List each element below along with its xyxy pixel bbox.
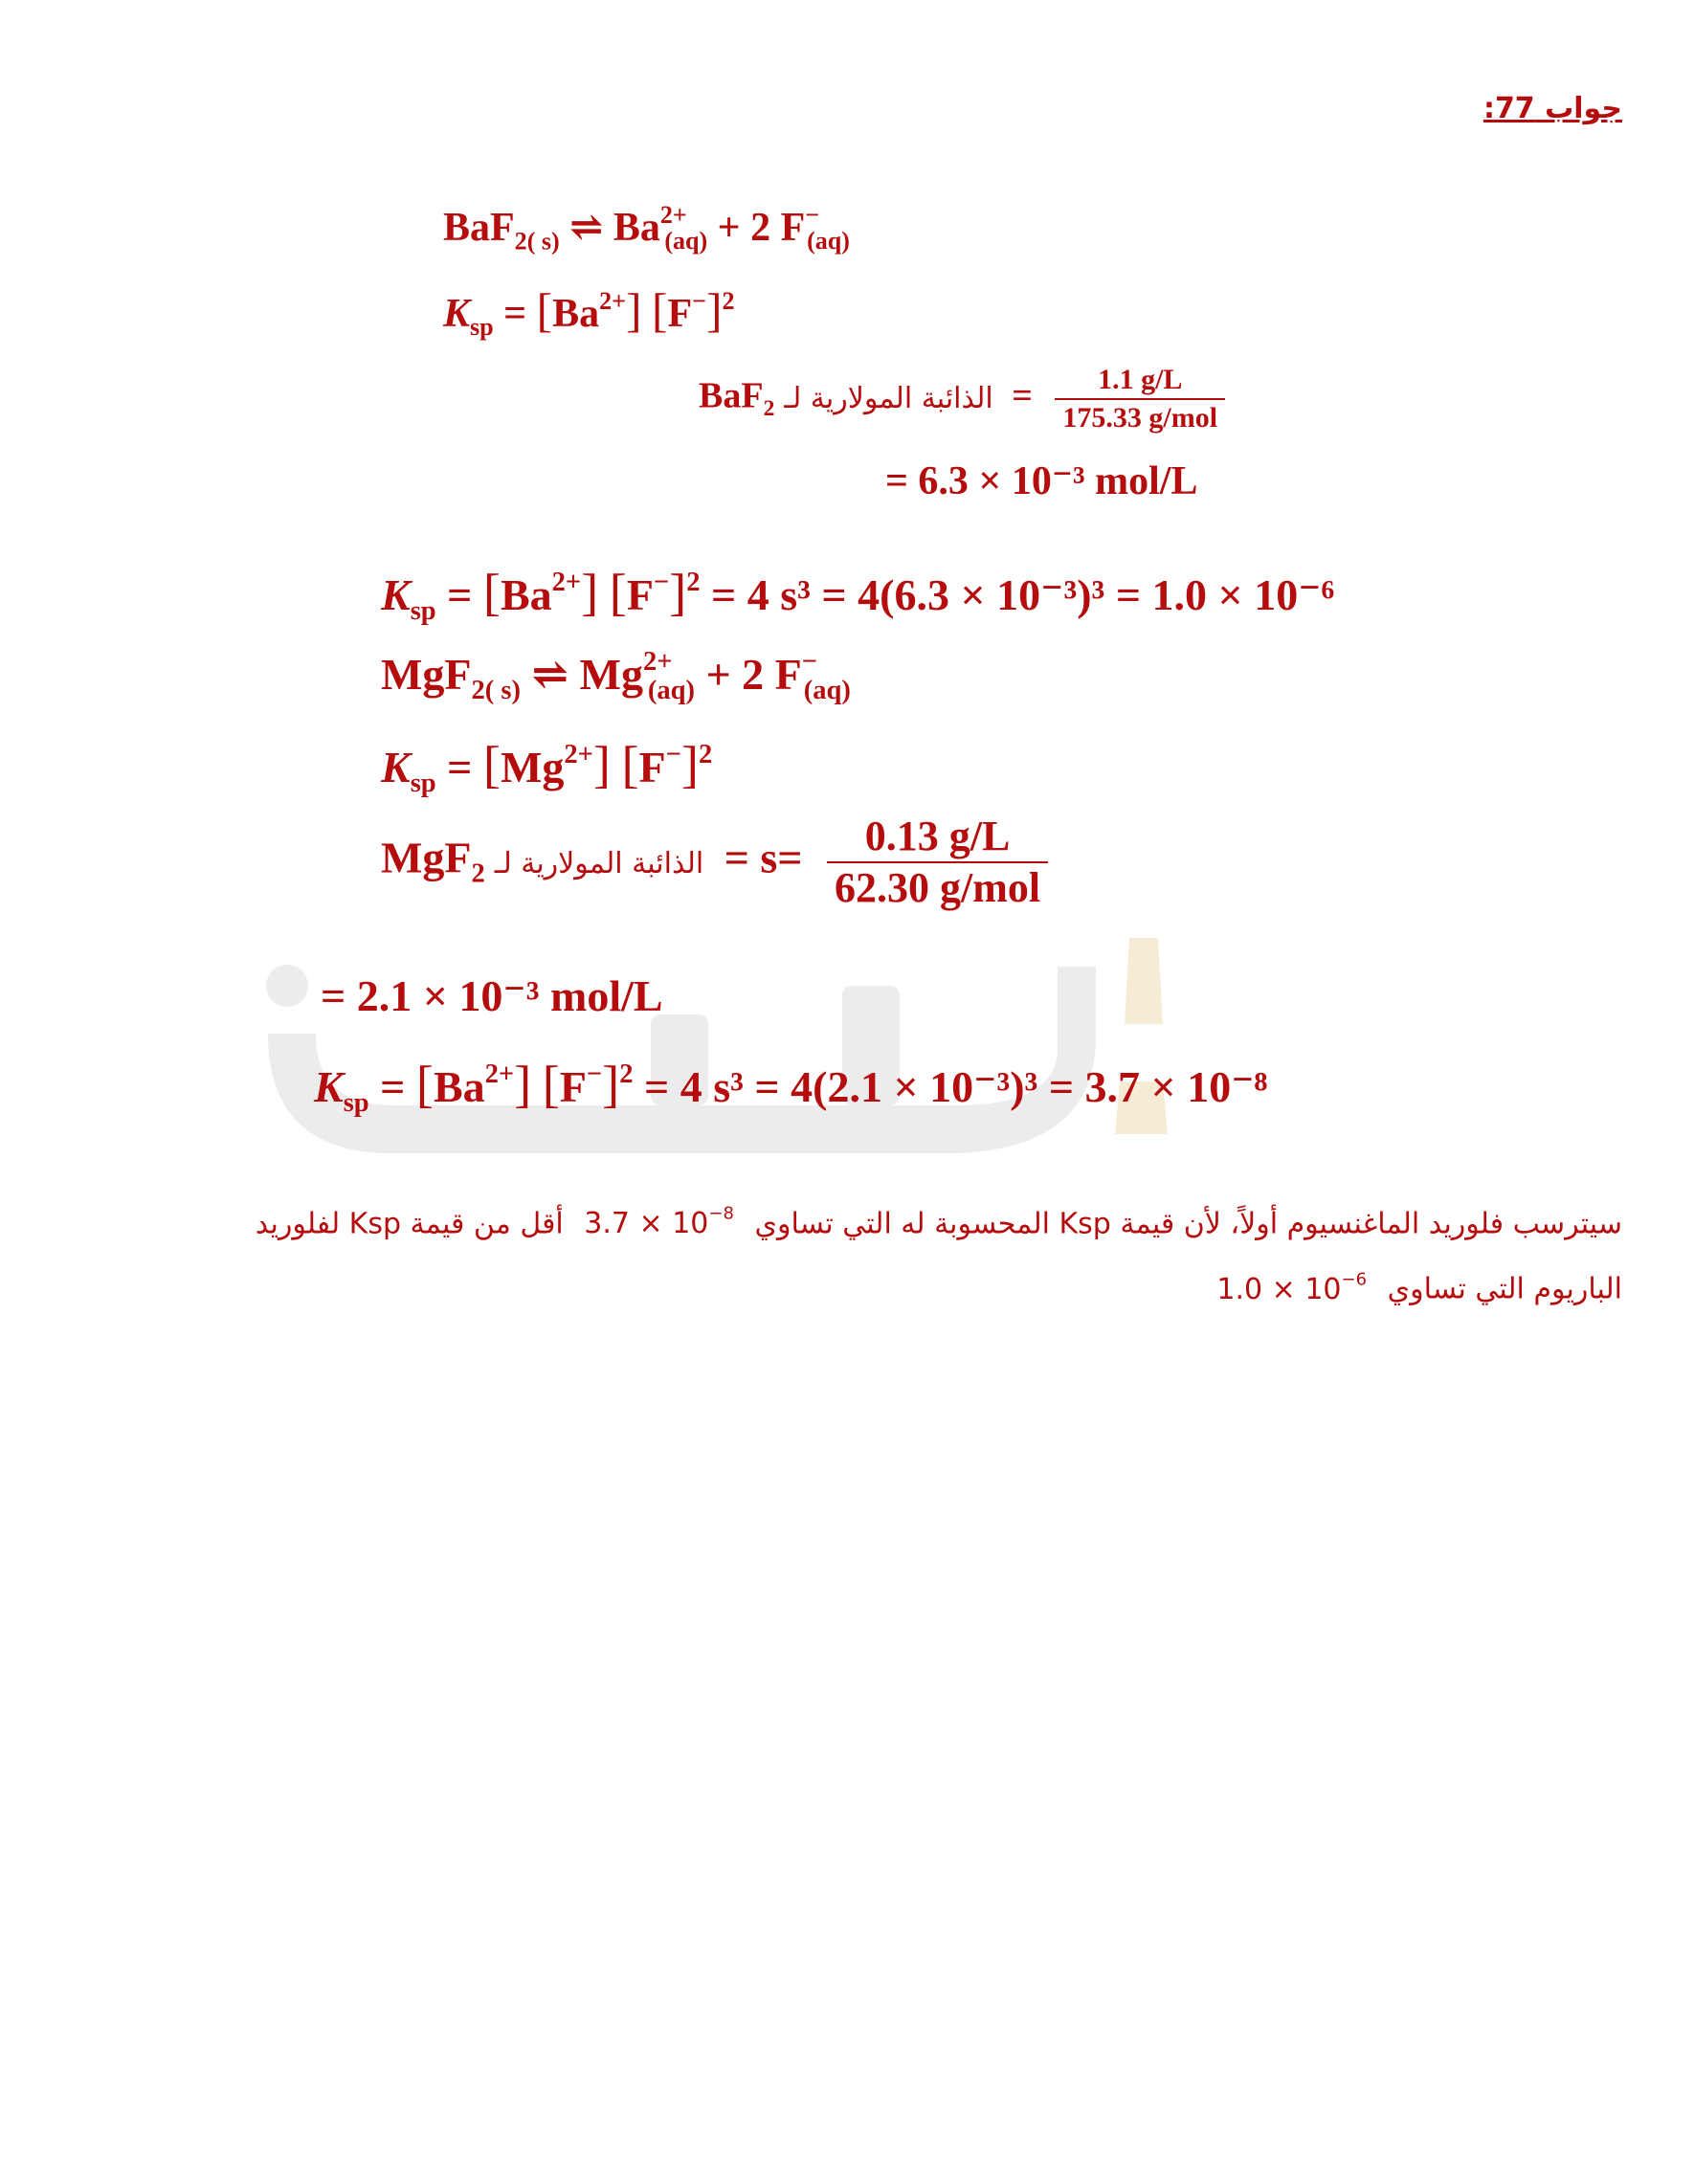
- mgf2-solubility-result: = 2.1 × 10⁻³ mol/L: [321, 971, 663, 1020]
- conclusion-line1: سيترسب فلوريد الماغنسيوم أولاً، لأن قيمة Ksp المحسوبة له التي تساوي: [754, 1207, 1622, 1241]
- mg-solubility-label: الذائبة المولارية لـ: [494, 846, 704, 880]
- mgf2-molar-solubility: MgF$_2$ الذائبة المولارية لـ = s= $\frac{0.13 g/L}{\text{62.30 g/mol}}$: [381, 815, 1048, 909]
- baf2-molar-solubility: BaF$_2$ الذائبة المولارية لـ = $\frac{1.1 g/L}{\text{175.33 g/mol}}$: [699, 366, 1225, 433]
- ksp-baf2-value: = 4 s³ = 4(6.3 × 10⁻³)³ = 1.0 × 10⁻⁶: [711, 570, 1335, 619]
- baf2-solubility-result: = 6.3 × 10⁻³ mol/L: [885, 459, 1198, 503]
- ba-solubility-numerator: 1.1 g/L: [1055, 366, 1225, 400]
- conclusion-line2: الباريوم التي تساوي: [1387, 1272, 1622, 1306]
- ba-ksp-value: $1.0 \times 10^{-6}$: [1216, 1269, 1368, 1306]
- ksp-mgf2-expression: $K_{sp} = [Mg^{2+}]$ $[F^-]^2$: [381, 736, 713, 798]
- ksp-mgf2-calculation: $K_{sp} = [Ba^{2+}] [F^-]^2 = 4$ s³ = 4(2.1 × 10⁻³)³ = 3.7 × 10⁻⁸: [314, 1056, 1268, 1118]
- ksp-mgf2-value: = 4 s³ = 4(2.1 × 10⁻³)³ = 3.7 × 10⁻⁸: [644, 1062, 1268, 1111]
- ksp-baf2-expression: $K_{sp} = [Ba^{2+}]$ $[F^-]^2$: [443, 284, 735, 342]
- ba-solubility-label: الذائبة المولارية لـ: [784, 381, 993, 415]
- mgf2-dissociation-equation: MgF$_{2( s)}$ ⇌ $Mg^{2+}_{(aq)} + 2$ $F^-_{(aq)}$: [381, 647, 851, 705]
- conclusion-paragraph: [91, 1187, 1622, 1318]
- conclusion-line1b: أقل من قيمة Ksp لفلوريد: [255, 1207, 564, 1241]
- ksp-baf2-calculation: $K_{sp} = [Ba^{2+}] [F^-]^2 = 4$ s³ = 4(6.3 × 10⁻³)³ = 1.0 × 10⁻⁶: [381, 564, 1335, 626]
- mg-ksp-value: $3.7 \times 10^{-8}$: [584, 1204, 734, 1241]
- ba-solubility-denominator: 175.33 g/mol: [1062, 402, 1218, 434]
- mg-solubility-denominator: 62.30 g/mol: [835, 864, 1041, 911]
- baf2-dissociation-equation: BaF$_{2( s)}$ ⇌ $Ba^{2+}_{(aq)} + 2$ $F^-_{(aq)}$: [443, 201, 850, 256]
- mg-solubility-numerator: 0.13 g/L: [827, 815, 1048, 863]
- answer-title: جواب 77:: [1482, 92, 1622, 125]
- watermark-logo: [230, 909, 1187, 1196]
